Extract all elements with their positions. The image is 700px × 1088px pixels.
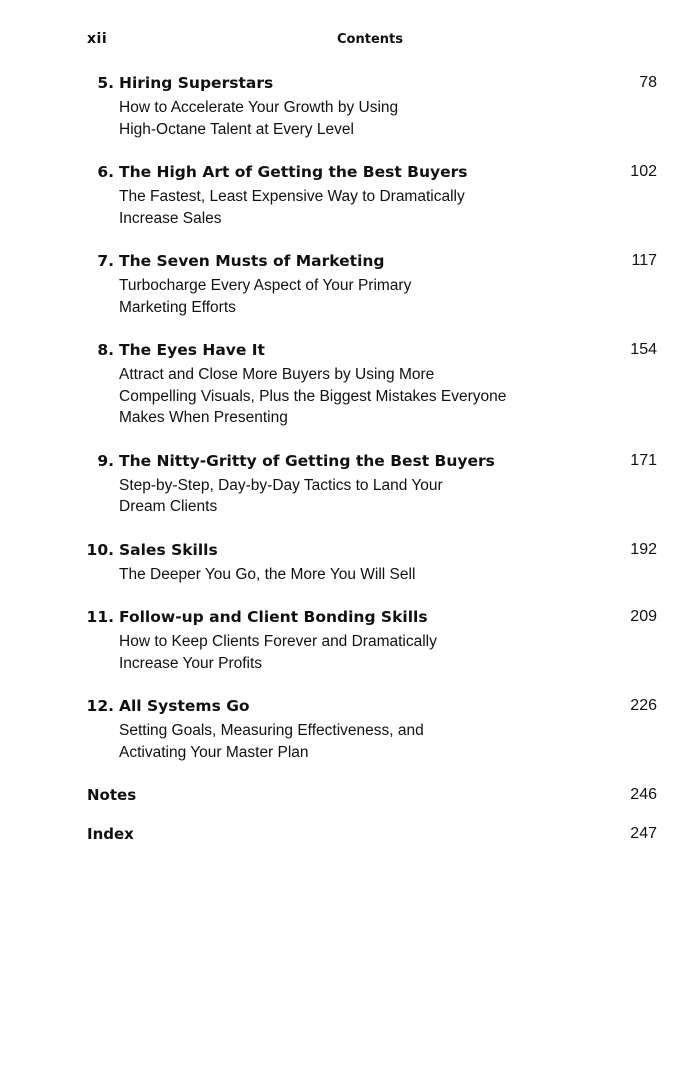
back-matter-title: Notes bbox=[87, 786, 137, 804]
page-number: 117 bbox=[631, 252, 657, 269]
toc-entry-chapter-11[interactable] bbox=[0, 607, 700, 674]
chapter-title: Sales Skills bbox=[119, 540, 218, 559]
subtitle-line: Makes When Presenting bbox=[119, 409, 288, 426]
chapter-title: The Seven Musts of Marketing bbox=[119, 252, 385, 270]
chapter-title: Follow-up and Client Bonding Skills bbox=[119, 608, 428, 626]
subtitle-line: Dream Clients bbox=[119, 498, 218, 515]
chapter-number: 11. bbox=[86, 608, 114, 626]
toc-entry-chapter-10[interactable] bbox=[0, 540, 700, 586]
back-matter-title: Index bbox=[87, 825, 134, 843]
chapter-number: 5. bbox=[97, 74, 114, 92]
subtitle-line: The Deeper You Go, the More You Will Sell bbox=[119, 565, 416, 583]
toc-entry-chapter-8[interactable] bbox=[0, 340, 700, 429]
toc-entry-index[interactable] bbox=[0, 824, 700, 844]
subtitle-line: Turbocharge Every Aspect of Your Primary bbox=[119, 277, 412, 294]
subtitle-line: Setting Goals, Measuring Effectiveness, and bbox=[119, 722, 424, 739]
subtitle-line: How to Accelerate Your Growth by Using bbox=[119, 99, 399, 116]
toc-entry-chapter-12[interactable] bbox=[0, 696, 700, 763]
chapter-number: 6. bbox=[97, 163, 114, 181]
chapter-subtitle bbox=[119, 275, 539, 318]
page-number: 154 bbox=[630, 341, 657, 358]
toc-entry-chapter-5[interactable] bbox=[0, 73, 700, 140]
subtitle-line: Increase Sales bbox=[119, 209, 222, 227]
page-number: 78 bbox=[639, 74, 657, 91]
chapter-subtitle bbox=[119, 564, 539, 586]
chapter-title: The Nitty-Gritty of Getting the Best Buyers bbox=[119, 451, 495, 470]
chapter-subtitle bbox=[119, 475, 539, 518]
page-number: 171 bbox=[630, 451, 657, 469]
chapter-number: 8. bbox=[97, 341, 114, 359]
chapter-subtitle bbox=[119, 631, 539, 674]
chapter-subtitle bbox=[119, 720, 539, 763]
subtitle-line: Compelling Visuals, Plus the Biggest Mistakes Everyone bbox=[119, 387, 507, 405]
subtitle-line: Attract and Close More Buyers by Using More bbox=[119, 366, 435, 383]
chapter-number: 9. bbox=[97, 451, 114, 470]
chapter-subtitle bbox=[119, 186, 539, 229]
page-folio: xii bbox=[87, 31, 108, 47]
page-number: 102 bbox=[630, 163, 657, 180]
subtitle-line: Step-by-Step, Day-by-Day Tactics to Land Your bbox=[119, 476, 443, 494]
chapter-subtitle bbox=[119, 97, 539, 140]
toc-entry-chapter-9[interactable] bbox=[0, 451, 700, 518]
chapter-number: 7. bbox=[97, 252, 114, 270]
subtitle-line: Increase Your Profits bbox=[119, 654, 263, 672]
toc-entry-chapter-7[interactable] bbox=[0, 251, 700, 318]
subtitle-line: The Fastest, Least Expensive Way to Dramatically bbox=[119, 188, 465, 205]
subtitle-line: Activating Your Master Plan bbox=[119, 743, 309, 761]
subtitle-line: High-Octane Talent at Every Level bbox=[119, 120, 354, 138]
subtitle-line: Marketing Efforts bbox=[119, 298, 236, 316]
subtitle-line: How to Keep Clients Forever and Dramatically bbox=[119, 633, 437, 650]
page-number: 192 bbox=[630, 540, 657, 558]
chapter-title: All Systems Go bbox=[119, 697, 250, 715]
page-number: 209 bbox=[630, 608, 657, 625]
page-number: 247 bbox=[630, 825, 657, 842]
back-matter bbox=[0, 785, 700, 844]
toc-entry-notes[interactable] bbox=[0, 785, 700, 805]
toc-entry-chapter-6[interactable] bbox=[0, 162, 700, 229]
chapter-number: 12. bbox=[86, 697, 114, 715]
page-number: 246 bbox=[630, 786, 657, 803]
table-of-contents bbox=[0, 73, 700, 863]
chapter-subtitle bbox=[119, 364, 539, 429]
chapter-title: The High Art of Getting the Best Buyers bbox=[119, 163, 468, 181]
page-header bbox=[0, 31, 700, 51]
running-head: Contents bbox=[337, 32, 403, 47]
chapter-number: 10. bbox=[86, 540, 114, 559]
chapter-title: The Eyes Have It bbox=[119, 341, 265, 359]
chapter-title: Hiring Superstars bbox=[119, 74, 274, 92]
page-number: 226 bbox=[630, 697, 657, 714]
